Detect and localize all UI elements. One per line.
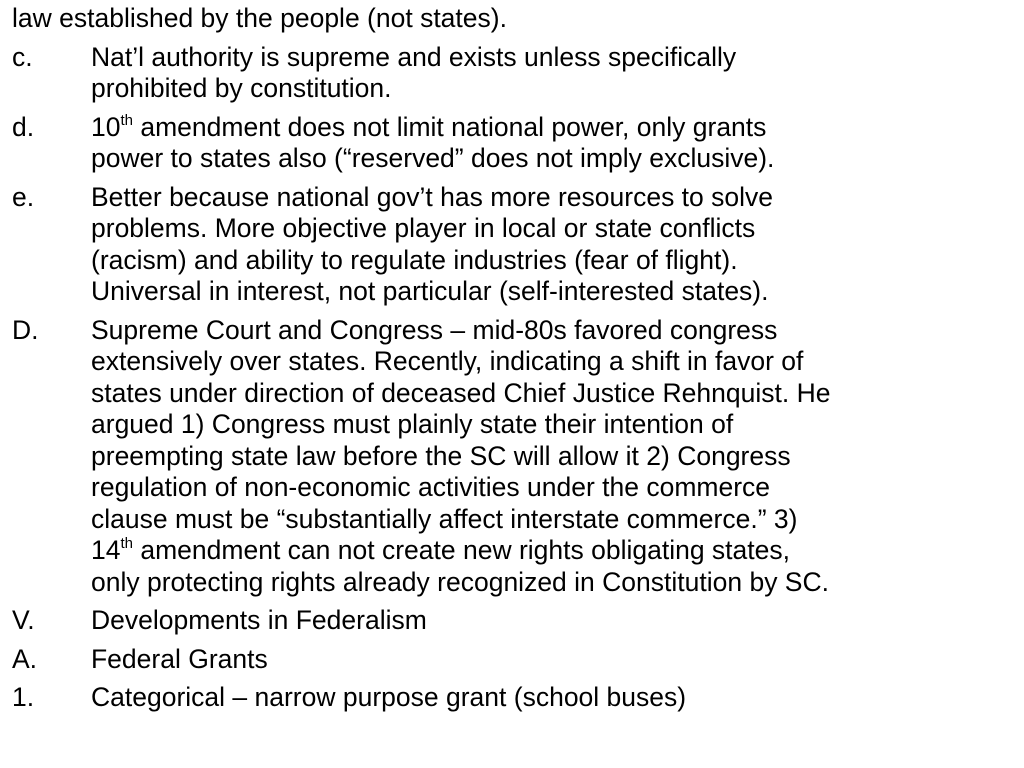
item-text [91, 42, 1020, 105]
item-line: Better because national gov’t has more resources to solve [91, 181, 774, 212]
item-text [91, 605, 1020, 637]
ordinal-suffix: th [120, 535, 133, 552]
item-text [91, 182, 1020, 308]
item-marker: V. [12, 605, 35, 635]
section-heading: Developments in Federalism [91, 605, 427, 635]
outline-item-1 [12, 682, 1020, 714]
item-line: Nat’l authority is supreme and exists unless specifically [91, 41, 737, 72]
item-line [91, 112, 1020, 144]
item-line: regulation of non-economic activities under the commerce [91, 472, 771, 502]
item-marker: A. [12, 643, 38, 674]
item-line: clause must be “substantially affect interstate commerce.” 3) [91, 503, 798, 534]
outline-item-A [12, 644, 1020, 676]
item-line: Supreme Court and Congress – mid-80s favored congress [91, 314, 778, 345]
item-line: Universal in interest, not particular (self-interested states). [91, 276, 769, 306]
ordinal-number: 10 [91, 111, 121, 142]
item-line [91, 535, 1020, 567]
outline-body [12, 3, 1020, 721]
item-marker: d. [12, 111, 35, 142]
line-text: amendment can not create new rights obligating states, [133, 535, 790, 565]
continued-line: law established by the people (not states). [12, 3, 507, 33]
outline-item-c [12, 42, 1020, 105]
item-marker: e. [12, 181, 35, 212]
item-marker: c. [12, 41, 33, 72]
item-text [91, 682, 1020, 714]
subsection-heading: Federal Grants [91, 643, 268, 674]
outline-item-V [12, 605, 1020, 637]
item-line: preempting state law before the SC will allow it 2) Congress [91, 440, 791, 471]
line-text: amendment does not limit national power, only grants [133, 111, 767, 142]
item-line: problems. More objective player in local or state conflicts [91, 213, 756, 243]
item-line: Categorical – narrow purpose grant (school buses) [91, 682, 687, 712]
item-line: only protecting rights already recognized in Constitution by SC. [91, 566, 829, 597]
item-marker: D. [12, 314, 39, 345]
ordinal-number: 14 [91, 535, 121, 565]
item-line: states under direction of deceased Chief Justice Rehnquist. He [91, 377, 831, 408]
ordinal-suffix: th [120, 111, 133, 129]
outline-item-d [12, 112, 1020, 175]
item-text [91, 112, 1020, 175]
item-line: power to states also (“reserved” does not imply exclusive). [91, 143, 775, 173]
item-text [91, 644, 1020, 676]
item-line: argued 1) Congress must plainly state their intention of [91, 409, 734, 439]
item-line: prohibited by constitution. [91, 73, 392, 103]
item-text [91, 315, 1020, 599]
item-line: (racism) and ability to regulate industries (fear of flight). [91, 244, 738, 275]
item-line: extensively over states. Recently, indicating a shift in favor of [91, 346, 804, 376]
outline-item-e [12, 182, 1020, 308]
item-marker: 1. [12, 682, 35, 712]
outline-item-D [12, 315, 1020, 599]
